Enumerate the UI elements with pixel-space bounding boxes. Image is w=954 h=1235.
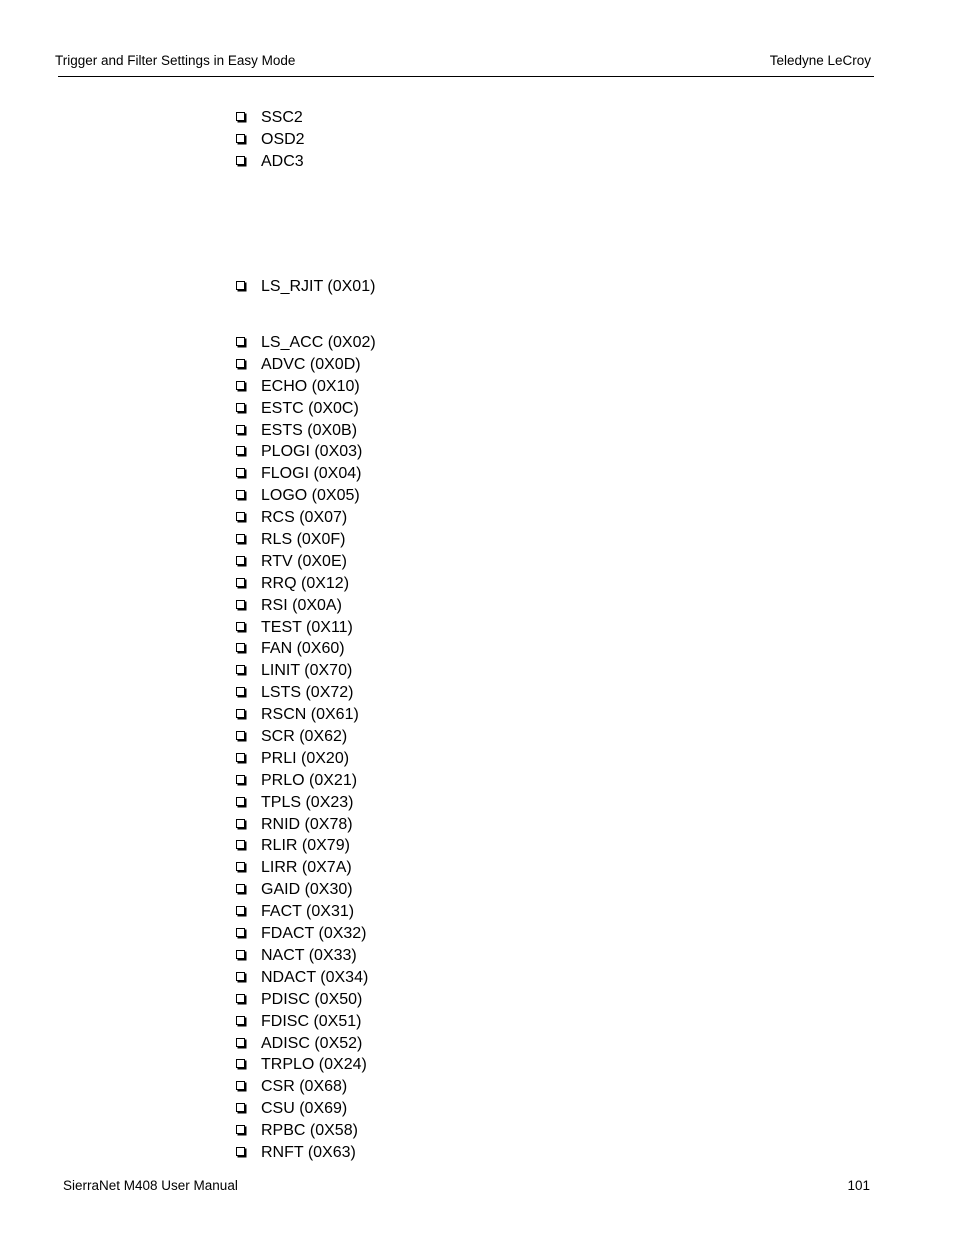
list-item-label: LS_RJIT (0X01): [261, 278, 376, 295]
list-item: [236, 770, 376, 792]
list-item: [236, 1054, 376, 1076]
list-item: [236, 792, 376, 814]
checkbox-bullet-icon: [236, 1016, 245, 1025]
list-item-label: RSI (0X0A): [261, 596, 342, 614]
list-item-label: RCS (0X07): [261, 509, 348, 527]
checkbox-bullet-icon: [236, 512, 245, 521]
list-item: [236, 901, 376, 923]
list-item: [236, 595, 376, 617]
checkbox-bullet-icon: [236, 490, 245, 499]
bullet-list-a: [236, 107, 305, 173]
checkbox-bullet-icon: [236, 112, 245, 121]
list-item: [236, 945, 376, 967]
checkbox-bullet-icon: [236, 906, 245, 915]
header-divider: [58, 76, 874, 77]
list-item-label: TPLS (0X23): [261, 793, 354, 811]
list-item: [236, 1011, 376, 1033]
checkbox-bullet-icon: [236, 950, 245, 959]
checkbox-bullet-icon: [236, 819, 245, 828]
header-company-name: Teledyne LeCroy: [769, 53, 871, 68]
list-item: [236, 129, 305, 151]
list-item-label: RPBC (0X58): [261, 1122, 358, 1140]
list-item: [236, 107, 305, 129]
list-item-label: RRQ (0X12): [261, 574, 350, 592]
list-item-label: FLOGI (0X04): [261, 465, 362, 483]
list-item: [236, 1120, 376, 1142]
checkbox-bullet-icon: [236, 425, 245, 434]
list-item: [236, 835, 376, 857]
checkbox-bullet-icon: [236, 156, 245, 165]
list-item-label: OSD2: [261, 130, 305, 148]
checkbox-bullet-icon: [236, 840, 245, 849]
list-item-label: LSTS (0X72): [261, 684, 354, 702]
list-item: [236, 441, 376, 463]
list-item: [236, 551, 376, 573]
list-item-label: PDISC (0X50): [261, 990, 363, 1008]
checkbox-bullet-icon: [236, 337, 245, 346]
list-item-label: RSCN (0X61): [261, 706, 359, 724]
list-item-label: ESTS (0X0B): [261, 421, 358, 439]
list-item-label: ECHO (0X10): [261, 377, 360, 395]
list-item-label: CSR (0X68): [261, 1078, 348, 1096]
checkbox-bullet-icon: [236, 281, 245, 290]
list-item: [236, 276, 375, 298]
list-item-label: PLOGI (0X03): [261, 443, 363, 461]
checkbox-bullet-icon: [236, 1059, 245, 1068]
checkbox-bullet-icon: [236, 994, 245, 1003]
list-item-label: ESTC (0X0C): [261, 399, 359, 417]
checkbox-bullet-icon: [236, 731, 245, 740]
list-item-label: TEST (0X11): [261, 618, 353, 636]
footer-manual-title: SierraNet M408 User Manual: [63, 1178, 238, 1193]
checkbox-bullet-icon: [236, 600, 245, 609]
list-item-label: RLS (0X0F): [261, 531, 346, 549]
list-item-label: ADISC (0X52): [261, 1034, 363, 1052]
checkbox-bullet-icon: [236, 1147, 245, 1156]
list-item-label: FAN (0X60): [261, 640, 345, 658]
checkbox-bullet-icon: [236, 797, 245, 806]
list-item: [236, 879, 376, 901]
list-item: [236, 660, 376, 682]
list-item-label: LIRR (0X7A): [261, 859, 352, 877]
checkbox-bullet-icon: [236, 687, 245, 696]
list-item: [236, 1076, 376, 1098]
list-item: [236, 485, 376, 507]
list-item: [236, 529, 376, 551]
checkbox-bullet-icon: [236, 928, 245, 937]
list-item-label: SSC2: [261, 109, 303, 126]
list-item-label: RNID (0X78): [261, 815, 353, 833]
checkbox-bullet-icon: [236, 1125, 245, 1134]
list-item-label: ADC3: [261, 152, 304, 170]
list-item: [236, 1098, 376, 1120]
checkbox-bullet-icon: [236, 862, 245, 871]
list-item-label: NACT (0X33): [261, 946, 357, 964]
list-item: [236, 748, 376, 770]
checkbox-bullet-icon: [236, 578, 245, 587]
list-item-label: RNFT (0X63): [261, 1143, 356, 1161]
list-item: [236, 376, 376, 398]
list-item: [236, 332, 376, 354]
checkbox-bullet-icon: [236, 884, 245, 893]
list-item-label: GAID (0X30): [261, 881, 353, 899]
list-item: [236, 857, 376, 879]
list-item-label: ADVC (0X0D): [261, 355, 361, 373]
checkbox-bullet-icon: [236, 359, 245, 368]
list-item-label: FDISC (0X51): [261, 1012, 362, 1030]
list-item-label: LS_ACC (0X02): [261, 334, 376, 351]
checkbox-bullet-icon: [236, 468, 245, 477]
list-item-label: LINIT (0X70): [261, 662, 353, 680]
checkbox-bullet-icon: [236, 381, 245, 390]
list-item-label: RTV (0X0E): [261, 552, 347, 570]
list-item: [236, 704, 376, 726]
list-item: [236, 354, 376, 376]
checkbox-bullet-icon: [236, 622, 245, 631]
list-item: [236, 420, 376, 442]
checkbox-bullet-icon: [236, 534, 245, 543]
list-item-label: FDACT (0X32): [261, 925, 367, 943]
checkbox-bullet-icon: [236, 1103, 245, 1112]
checkbox-bullet-icon: [236, 403, 245, 412]
checkbox-bullet-icon: [236, 753, 245, 762]
checkbox-bullet-icon: [236, 643, 245, 652]
page-number: 101: [847, 1178, 870, 1193]
list-item-label: FACT (0X31): [261, 903, 355, 921]
list-item: [236, 463, 376, 485]
bullet-list-b: [236, 276, 375, 298]
list-item: [236, 638, 376, 660]
list-item: [236, 726, 376, 748]
list-item-label: TRPLO (0X24): [261, 1056, 367, 1074]
checkbox-bullet-icon: [236, 446, 245, 455]
checkbox-bullet-icon: [236, 1081, 245, 1090]
list-item: [236, 151, 305, 173]
list-item: [236, 967, 376, 989]
checkbox-bullet-icon: [236, 134, 245, 143]
list-item-label: SCR (0X62): [261, 728, 348, 746]
list-item: [236, 398, 376, 420]
checkbox-bullet-icon: [236, 972, 245, 981]
checkbox-bullet-icon: [236, 1038, 245, 1047]
bullet-list-c: [236, 332, 376, 1164]
list-item-label: CSU (0X69): [261, 1100, 348, 1118]
list-item: [236, 1033, 376, 1055]
list-item: [236, 923, 376, 945]
list-item: [236, 989, 376, 1011]
list-item-label: PRLI (0X20): [261, 749, 350, 767]
checkbox-bullet-icon: [236, 709, 245, 718]
checkbox-bullet-icon: [236, 665, 245, 674]
list-item-label: LOGO (0X05): [261, 487, 360, 505]
checkbox-bullet-icon: [236, 775, 245, 784]
list-item: [236, 617, 376, 639]
list-item: [236, 682, 376, 704]
list-item-label: RLIR (0X79): [261, 837, 350, 855]
header-section-title: Trigger and Filter Settings in Easy Mode: [55, 53, 296, 68]
checkbox-bullet-icon: [236, 556, 245, 565]
list-item-label: NDACT (0X34): [261, 968, 369, 986]
list-item-label: PRLO (0X21): [261, 771, 358, 789]
list-item: [236, 507, 376, 529]
list-item: [236, 1142, 376, 1164]
list-item: [236, 573, 376, 595]
list-item: [236, 814, 376, 836]
